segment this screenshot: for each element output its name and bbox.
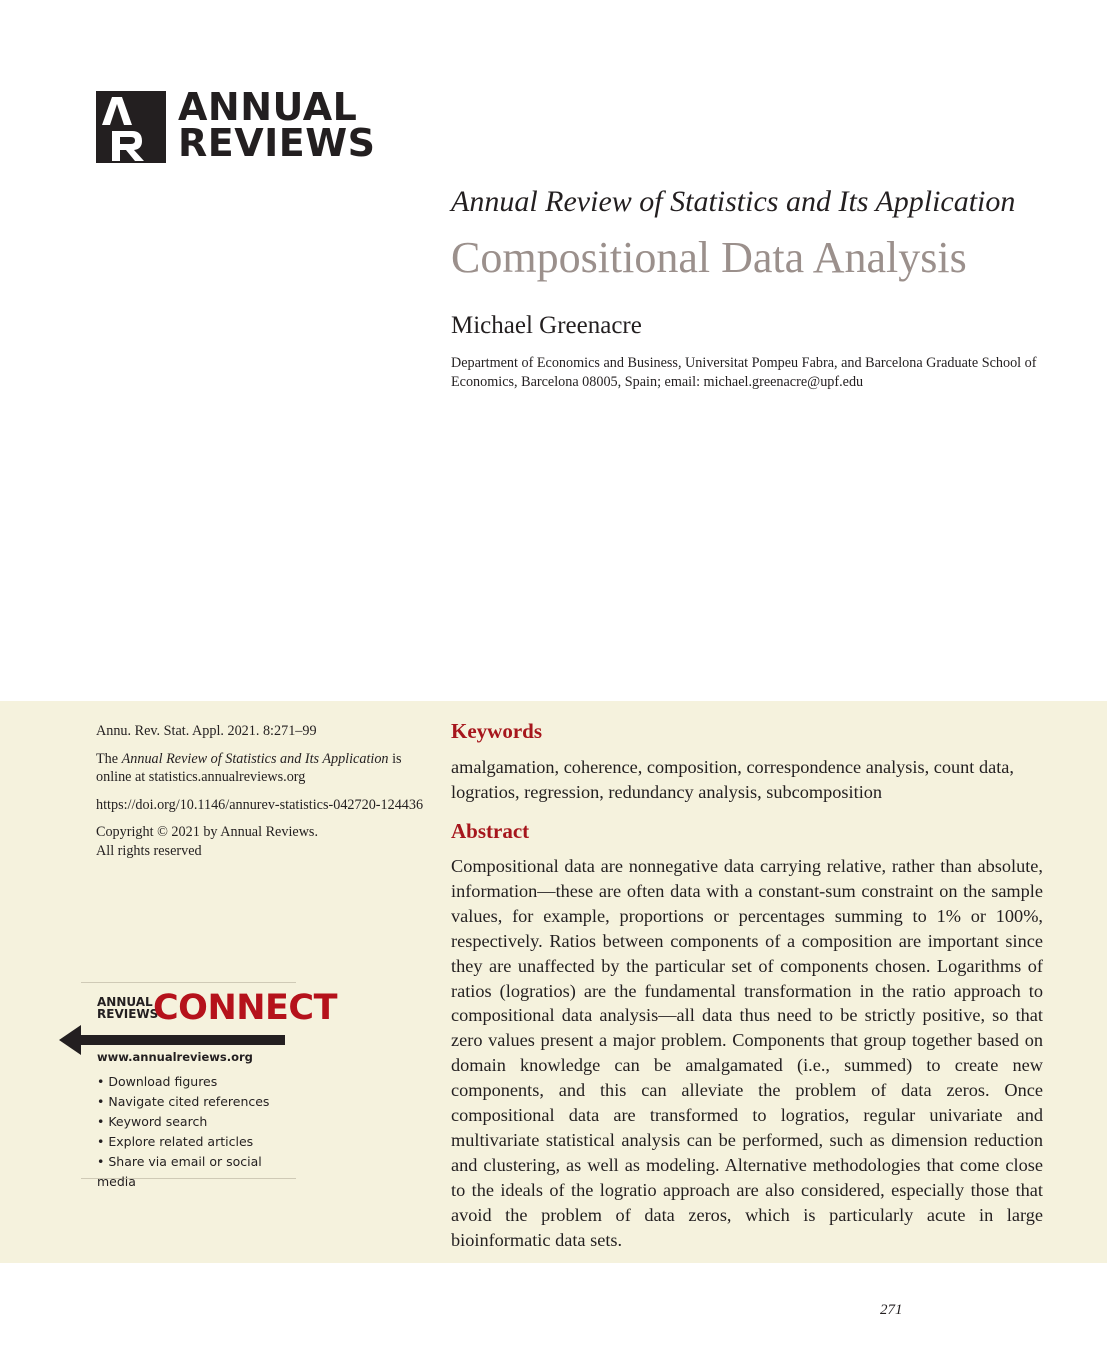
rights-line: All rights reserved [96,842,202,859]
online-suffix: is online at statistics.annualreviews.org [96,750,402,785]
copyright-line: Copyright © 2021 by Annual Reviews. [96,824,319,840]
author-affiliation: Department of Economics and Business, Universitat Pompeu Fabra, and Barcelona Graduate School of Economics, Barcelona 08005, Spain; email: michael.greenacre@upf.edu [451,355,1037,390]
list-item: • Download figures [97,1072,296,1092]
annual-reviews-logo [96,85,376,165]
list-item: • Keyword search [97,1112,296,1132]
annual-reviews-connect-box [81,982,337,1189]
ar-logo-mark-icon [96,91,170,165]
doi-link[interactable]: https://doi.org/10.1146/annurev-statistics-042720-124436 [96,796,424,813]
logo-wordmark [178,85,376,165]
list-item: • Navigate cited references [97,1092,296,1112]
connect-ar-line-2: REVIEWS [97,1007,159,1021]
abstract-heading: Abstract [451,819,530,843]
logo-line-1: ANNUAL [178,85,358,129]
connect-feature-list [97,1072,296,1192]
online-journal: Annual Review of Statistics and Its Application [121,750,389,767]
author-name: Michael Greenacre [451,312,642,339]
copyright [96,823,426,860]
connect-url[interactable]: www.annualreviews.org [97,1050,253,1064]
online-availability [96,750,426,787]
page-number: 271 [880,1302,903,1318]
abstract-text: Compositional data are nonnegative data carrying relative, rather than absolute, information—these are often data with a constant-sum constraint on the sample values, for example, proportions or percentages summing to 1% or 100%, respectively. Ratios between components of a composition are important since they are unaffected by the particular set of components chosen. Logarithms of ratios (logratios) are the fundamental transformation in the ratio approach to compositional data analysis—all data thus need to be strictly positive, so that zero values present a major problem. Components that group together based on domain knowledge can be amalgamated (i.e., summed) to create new components, and this can alleviate the problem of data zeros. Once compositional data are transformed to logratios, regular univariate and multivariate statistical analysis can be performed, such as dimension reduction and clustering, as well as modeling. Alternative methodologies that come close to the ideals of the logratio approach are also considered, especially those that avoid the problem of data zeros, which is particularly acute in large bioinformatic data sets. [451,856,1043,1250]
list-item: • Explore related articles [97,1132,296,1152]
article-title: Compositional Data Analysis [451,233,967,282]
online-prefix: The [96,750,119,767]
keywords-text: amalgamation, coherence, composition, correspondence analysis, count data, logratios, regression, redundancy analysis, subcomposition [451,757,1014,802]
journal-name: Annual Review of Statistics and Its Application [451,185,1016,218]
logo-line-2: REVIEWS [178,121,376,165]
keywords-heading: Keywords [451,719,542,743]
citation: Annu. Rev. Stat. Appl. 2021. 8:271–99 [96,723,317,739]
citation-sidebar [96,722,426,869]
connect-ar-line-1: ANNUAL [97,995,153,1009]
connect-wordmark: CONNECT [153,988,337,1028]
list-item: • Share via email or social media [97,1152,296,1192]
connect-ar-label [97,996,158,1020]
